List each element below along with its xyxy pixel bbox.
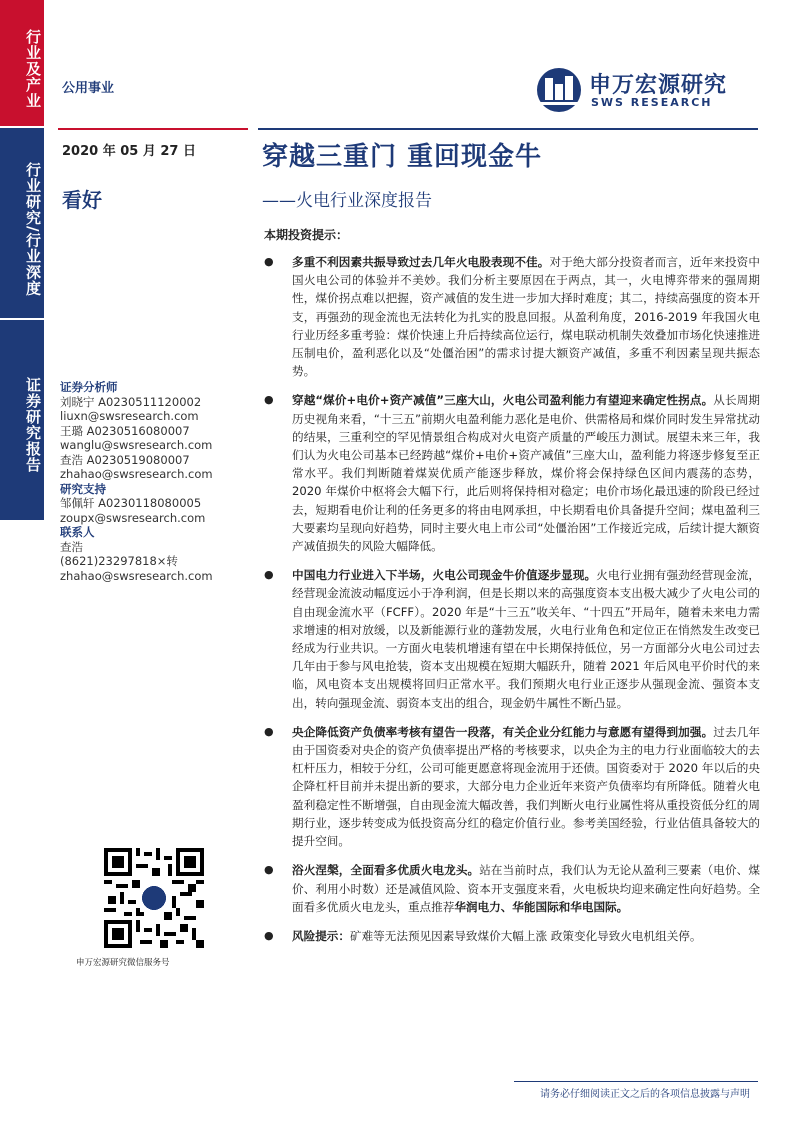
report-date: 2020 年 05 月 27 日 — [62, 144, 196, 159]
industry-label: 公用事业 — [62, 81, 115, 96]
support-line: 邹佩轩 A0230118080005 — [60, 496, 202, 510]
analyst-line: 王璐 A0230516080007 — [60, 423, 190, 438]
bullet-heading: 穿越“煤价+电价+资产减值”三座大山，火电公司盈利能力有望迎来确定性拐点。 — [292, 393, 714, 408]
support-heading: 研究支持 — [60, 481, 106, 496]
logo-cn: 申万宏源研究 — [589, 73, 728, 98]
hint-bullet — [262, 927, 760, 945]
analyst-email: zhahao@swsresearch.com — [60, 467, 213, 481]
analyst-email: wanglu@swsresearch.com — [60, 438, 213, 452]
contact-email: zhahao@swsresearch.com — [60, 568, 213, 583]
bullet-text: 火电行业拥有强劲经营现金流，经营现金流波动幅度远小于净利润，但是长期以来的高强度资本支出极大减少了火电公司的自由现金流水平（FCFF）。2020 年是“十三五”收关年、“十四五”开局年，随着未来电力需求增速的相对放缓，以及新能源行业的蓬勃发展，火电行业角色和定位正在悄然发生改变已经成为行业共识。一方面火电装机增速有望在中长期保持低位，另一方面部分火电公司过去几年由于参与风电抢装，资本支出规模在短期大幅跃升，随着 2021 年后风电平价时代的来临，风电资本支出规模将回归正常水平。我们预期火电行业正逐步从强现金流、强资本支出，转向强现金流、弱资本支出的组合，现金奶牛属性不断凸显。 — [292, 568, 760, 710]
bullet-heading: 多重不利因素共振导致过去几年火电股表现不佳。 — [292, 255, 550, 269]
company-logo — [535, 66, 755, 114]
bullet-text: 从长周期历史视角来看，“十三五”前期火电盈利能力恶化是电价、供需格局和煤价同时发生异常扰动的结果，三重利空的罕见情景组合构成对火电资产质量的严峻压力测试。展望未来三年，我们认为火电公司基本已经跨越“煤价+电价+资产减值”三座大山，盈利能力将逐步修复至正常水平。我们判断随着煤炭优质产能逐步释放，煤价将会保持绿色区间内震荡的态势，2020 年煤价中枢将会大幅下行，此后则将保持相对稳定；电价市场化最迅速的阶段已经过去，短期看电价让利的任务更多的将由电网承担，中长期看电价具备提升空间；煤电盈利三大要素均呈现向好趋势，同时主要火电上市公司“处僵治困”工作接近完成，后续计提大额资产减值损失的风险大幅降低。 — [292, 393, 760, 554]
bullet-heading: 中国电力行业进入下半场，火电公司现金牛价值逐步显现。 — [292, 568, 597, 583]
bullet-icon: ● — [264, 928, 274, 942]
analyst-heading: 证券分析师 — [60, 380, 118, 394]
investment-hints — [262, 226, 760, 956]
bullet-text: 站在当前时点，我们认为无论从盈利三要素（电价、煤价、利用小时数）还是减值风险、资本开支强度来看，火电板块均迎来确定性向好趋势。全面看多优质火电龙头，重点推荐 — [292, 863, 760, 914]
analyst-email: liuxn@swsresearch.com — [60, 409, 199, 423]
rating: 看好 — [62, 188, 102, 212]
contact-phone: (8621)23297818×转 — [60, 554, 178, 568]
side-tab-label: 行业及产业 — [24, 29, 42, 109]
bullet-icon: ● — [264, 724, 274, 738]
hint-bullet — [262, 566, 760, 712]
side-tab-report — [0, 320, 44, 520]
bullet-icon: ● — [264, 255, 274, 268]
contact-heading: 联系人 — [60, 525, 95, 539]
support-email: zoupx@swsresearch.com — [60, 510, 206, 525]
analyst-line: 刘晓宁 A0230511120002 — [60, 394, 202, 409]
side-tab-industry — [0, 0, 44, 128]
bullet-icon: ● — [264, 393, 274, 407]
bullet-recommendation: 华润电力、华能国际和华电国际。 — [454, 899, 629, 914]
analyst-block — [60, 380, 250, 583]
hint-bullet — [262, 861, 760, 916]
hint-bullet — [262, 723, 760, 850]
logo-en: SWS RESEARCH — [591, 96, 713, 109]
logo-icon — [535, 66, 583, 114]
bullet-icon: ● — [264, 568, 274, 582]
bullet-heading: 浴火涅槃，全面看多优质火电龙头。 — [292, 863, 480, 878]
bullet-text: 对于绝大部分投资者而言，近年来投资中国火电公司的体验并不美妙。我们分析主要原因在于两点，其一，火电博弈带来的强周期性，煤价拐点难以把握，资产减值的发生进一步加大择时难度；其二，持续高强度的资本开支，再强劲的现金流也无法转化为扎实的股息回报。从盈利角度，2016-2019 年我国火电行业历经多重考验：煤价快速上升后持续高位运行，煤电联动机制失效叠加市场化快速推进压制电价，盈利恶化以及“处僵治困”的需求讨提大额资产减值，多重不利因素呈现共振态势。 — [292, 255, 760, 379]
bullet-heading: 风险提示： — [292, 928, 350, 943]
hint-bullet — [262, 253, 760, 380]
analyst-line: 查浩 A0230519080007 — [60, 452, 190, 467]
side-tab-label: 证券研究报告 — [24, 377, 42, 473]
qr-caption: 申万宏源研究微信服务号 — [76, 958, 170, 968]
hints-title: 本期投资提示： — [264, 228, 349, 242]
bullet-text: 矿难等无法预见因素导致煤价大幅上涨 政策变化导致火电机组关停。 — [349, 928, 702, 943]
bullet-icon: ● — [264, 863, 274, 877]
report-subtitle: ——火电行业深度报告 — [262, 191, 432, 211]
qr-code-icon — [104, 848, 204, 948]
report-title: 穿越三重门 重回现金牛 — [262, 142, 543, 172]
hint-bullet — [262, 391, 760, 555]
disclaimer-footer: 请务必仔细阅读正文之后的各项信息披露与声明 — [540, 1089, 750, 1100]
side-tab-research — [0, 128, 44, 320]
bullet-text: 过去几年由于国资委对央企的资产负债率提出严格的考核要求，以央企为主的电力行业面临较大的去杠杆压力，相较于分红，公司可能更愿意将现金流用于还债。国资委对于 2020 年以后的央企降杠杆目前并未提出新的要求，大部分电力企业近年来资产负债率均有所降低。随着火电盈利稳定性不断增强，自由现金流大幅改善，我们判断火电行业属性将从重投资低分红的周期行业，逐步转变成为低投资高分红的稳定价值行业。参考美国经验，行业估值具备较大的提升空间。 — [292, 724, 760, 849]
bullet-heading: 央企降低资产负债率考核有望告一段落，有关企业分红能力与意愿有望得到加强。 — [292, 724, 714, 739]
contact-line: 查浩 — [60, 539, 83, 554]
side-tab-label: 行业研究/行业深度 — [24, 161, 42, 297]
